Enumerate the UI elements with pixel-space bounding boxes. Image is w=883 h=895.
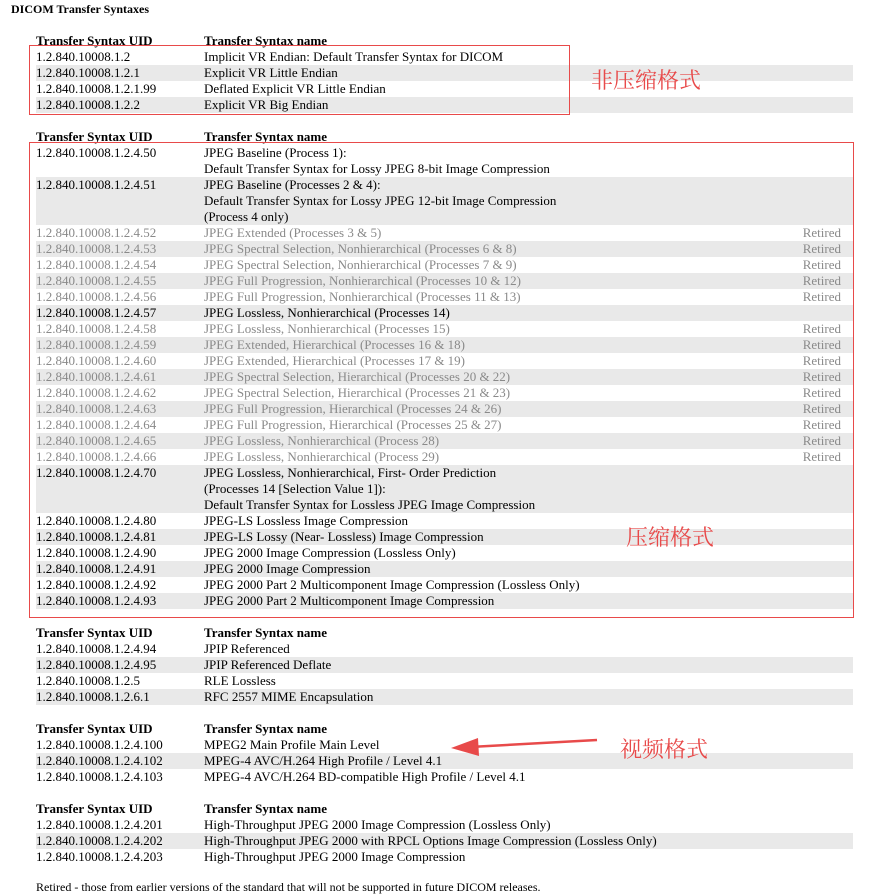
header-uid: Transfer Syntax UID	[36, 721, 153, 736]
syntax-name-line: Deflated Explicit VR Little Endian	[204, 81, 386, 96]
table-row	[36, 65, 853, 81]
syntax-uid: 1.2.840.10008.1.2.4.94	[36, 641, 157, 656]
syntax-uid: 1.2.840.10008.1.2.4.59	[36, 337, 157, 352]
syntax-name-line: JPEG-LS Lossless Image Compression	[204, 513, 409, 528]
syntax-uid: 1.2.840.10008.1.2.5	[36, 673, 140, 688]
uncompressed-annotation: 非压缩格式	[591, 69, 702, 94]
table-row	[36, 225, 853, 241]
syntax-name	[204, 769, 525, 785]
syntax-name	[204, 817, 551, 833]
retired-label: Retired	[802, 273, 841, 288]
header-uid: Transfer Syntax UID	[36, 33, 153, 48]
table-row	[36, 561, 853, 577]
page-title: DICOM Transfer Syntaxes	[11, 2, 149, 16]
syntax-uid: 1.2.840.10008.1.2.4.65	[36, 433, 157, 448]
syntax-name-line: JPEG Lossless, Nonhierarchical (Processes 15)	[204, 321, 450, 336]
syntax-name-line: Default Transfer Syntax for Lossless JPEG Image Compression	[204, 497, 536, 512]
syntax-uid: 1.2.840.10008.1.2	[36, 49, 131, 64]
syntax-name	[204, 65, 338, 81]
syntax-uid: 1.2.840.10008.1.2.4.64	[36, 417, 157, 432]
syntax-name-line: JPEG Spectral Selection, Nonhierarchical (Processes 6 & 8)	[204, 241, 517, 256]
syntax-uid: 1.2.840.10008.1.2.4.103	[36, 769, 163, 784]
table-header	[36, 721, 853, 737]
syntax-name-line: High-Throughput JPEG 2000 Image Compression (Lossless Only)	[204, 817, 551, 832]
retired-label: Retired	[802, 353, 841, 368]
syntax-name-line: High-Throughput JPEG 2000 Image Compression	[204, 849, 466, 864]
syntax-name	[204, 529, 484, 545]
syntax-name	[204, 145, 550, 177]
syntax-uid: 1.2.840.10008.1.2.4.202	[36, 833, 163, 848]
syntax-name	[204, 657, 331, 673]
header-name: Transfer Syntax name	[204, 721, 328, 736]
retired-label: Retired	[802, 369, 841, 384]
syntax-name-line: JPEG Extended, Hierarchical (Processes 16 & 18)	[204, 337, 466, 352]
syntax-uid: 1.2.840.10008.1.2.1	[36, 65, 140, 80]
table-row	[36, 673, 853, 689]
syntax-name	[204, 673, 276, 689]
syntax-name	[204, 369, 510, 385]
syntax-uid: 1.2.840.10008.1.2.4.92	[36, 577, 157, 592]
retired-label: Retired	[802, 417, 841, 432]
syntax-uid: 1.2.840.10008.1.2.6.1	[36, 689, 150, 704]
syntax-name	[204, 593, 494, 609]
syntax-name	[204, 97, 328, 113]
syntax-name-line: JPIP Referenced	[204, 641, 290, 656]
table-row	[36, 321, 853, 337]
retired-label: Retired	[802, 225, 841, 240]
syntax-name	[204, 449, 439, 465]
syntax-name	[204, 353, 465, 369]
syntax-name	[204, 305, 450, 321]
syntax-table-compressed	[36, 129, 853, 609]
syntax-name-line: Explicit VR Big Endian	[204, 97, 329, 112]
syntax-name-line: JPEG Full Progression, Nonhierarchical (Processes 11 & 13)	[204, 289, 521, 304]
syntax-name-line: JPEG 2000 Image Compression	[204, 561, 371, 576]
table-row	[36, 417, 853, 433]
header-uid: Transfer Syntax UID	[36, 129, 153, 144]
syntax-table-video	[36, 721, 853, 785]
syntax-name-line: Implicit VR Endian: Default Transfer Syntax for DICOM	[204, 49, 504, 64]
table-row	[36, 385, 853, 401]
syntax-name	[204, 433, 439, 449]
syntax-name-line: JPEG Extended, Hierarchical (Processes 17 & 19)	[204, 353, 466, 368]
table-row	[36, 849, 853, 865]
video-annotation: 视频格式	[620, 738, 709, 763]
syntax-uid: 1.2.840.10008.1.2.4.56	[36, 289, 157, 304]
table-row	[36, 337, 853, 353]
syntax-name-line: JPEG Full Progression, Nonhierarchical (Processes 10 & 12)	[204, 273, 522, 288]
table-row	[36, 449, 853, 465]
table-header	[36, 625, 853, 641]
header-name: Transfer Syntax name	[204, 129, 328, 144]
syntax-name-line: Default Transfer Syntax for Lossy JPEG 8-bit Image Compression	[204, 161, 550, 176]
table-row	[36, 273, 853, 289]
syntax-uid: 1.2.840.10008.1.2.4.80	[36, 513, 157, 528]
syntax-uid: 1.2.840.10008.1.2.4.53	[36, 241, 157, 256]
syntax-uid: 1.2.840.10008.1.2.4.100	[36, 737, 163, 752]
table-header	[36, 33, 853, 49]
syntax-name-line: JPEG Baseline (Processes 2 & 4):	[204, 177, 381, 192]
syntax-uid: 1.2.840.10008.1.2.4.203	[36, 849, 163, 864]
syntax-uid: 1.2.840.10008.1.2.4.201	[36, 817, 163, 832]
syntax-name	[204, 849, 465, 865]
syntax-name	[204, 561, 370, 577]
syntax-name-line: (Processes 14 [Selection Value 1]):	[204, 481, 386, 496]
header-name: Transfer Syntax name	[204, 625, 328, 640]
syntax-name	[204, 641, 290, 657]
syntax-name	[204, 257, 517, 273]
syntax-name	[204, 177, 556, 225]
syntax-name	[204, 225, 381, 241]
syntax-table-uncompressed	[36, 33, 853, 113]
syntax-uid: 1.2.840.10008.1.2.4.61	[36, 369, 157, 384]
syntax-name-line: MPEG2 Main Profile Main Level	[204, 737, 380, 752]
syntax-name-line: JPEG 2000 Part 2 Multicomponent Image Compression (Lossless Only)	[204, 577, 580, 592]
syntax-uid: 1.2.840.10008.1.2.4.93	[36, 593, 157, 608]
syntax-uid: 1.2.840.10008.1.2.4.54	[36, 257, 157, 272]
syntax-name-line: JPEG Spectral Selection, Hierarchical (Processes 20 & 22)	[204, 369, 511, 384]
syntax-uid: 1.2.840.10008.1.2.1.99	[36, 81, 157, 96]
syntax-name	[204, 737, 379, 753]
syntax-name	[204, 689, 373, 705]
retired-label: Retired	[802, 337, 841, 352]
syntax-uid: 1.2.840.10008.1.2.4.50	[36, 145, 157, 160]
syntax-name	[204, 545, 456, 561]
syntax-name-line: Explicit VR Little Endian	[204, 65, 338, 80]
table-row	[36, 545, 853, 561]
syntax-name-line: JPEG Full Progression, Hierarchical (Processes 25 & 27)	[204, 417, 502, 432]
table-row	[36, 177, 853, 225]
syntax-uid: 1.2.840.10008.1.2.4.63	[36, 401, 157, 416]
syntax-table-ht-jpeg2000	[36, 801, 853, 865]
syntax-name	[204, 417, 502, 433]
syntax-name	[204, 337, 465, 353]
table-row	[36, 513, 853, 529]
table-row	[36, 49, 853, 65]
syntax-name-line: JPEG Lossless, Nonhierarchical (Process 29)	[204, 449, 440, 464]
syntax-uid: 1.2.840.10008.1.2.4.51	[36, 177, 157, 192]
syntax-name-line: Default Transfer Syntax for Lossy JPEG 12-bit Image Compression	[204, 193, 557, 208]
retired-label: Retired	[802, 241, 841, 256]
table-row	[36, 737, 853, 753]
syntax-uid: 1.2.840.10008.1.2.4.57	[36, 305, 157, 320]
syntax-name	[204, 753, 442, 769]
syntax-name	[204, 577, 580, 593]
table-row	[36, 289, 853, 305]
syntax-uid: 1.2.840.10008.1.2.4.52	[36, 225, 157, 240]
syntax-name	[204, 273, 521, 289]
syntax-name-line: JPIP Referenced Deflate	[204, 657, 332, 672]
syntax-name-line: High-Throughput JPEG 2000 with RPCL Options Image Compression (Lossless Only)	[204, 833, 657, 848]
retired-label: Retired	[802, 385, 841, 400]
syntax-uid: 1.2.840.10008.1.2.4.95	[36, 657, 157, 672]
table-row	[36, 465, 853, 513]
syntax-uid: 1.2.840.10008.1.2.4.70	[36, 465, 157, 480]
syntax-uid: 1.2.840.10008.1.2.4.81	[36, 529, 157, 544]
syntax-name-line: RLE Lossless	[204, 673, 276, 688]
syntax-name	[204, 385, 510, 401]
table-row	[36, 241, 853, 257]
table-row	[36, 353, 853, 369]
table-row	[36, 401, 853, 417]
syntax-name	[204, 81, 386, 97]
header-uid: Transfer Syntax UID	[36, 625, 153, 640]
syntax-name	[204, 833, 657, 849]
syntax-name-line: JPEG Full Progression, Hierarchical (Processes 24 & 26)	[204, 401, 502, 416]
table-row	[36, 689, 853, 705]
syntax-name-line: RFC 2557 MIME Encapsulation	[204, 689, 374, 704]
syntax-name	[204, 241, 517, 257]
syntax-name	[204, 401, 502, 417]
table-row	[36, 833, 853, 849]
table-row	[36, 97, 853, 113]
syntax-uid: 1.2.840.10008.1.2.4.102	[36, 753, 163, 768]
header-uid: Transfer Syntax UID	[36, 801, 153, 816]
header-name: Transfer Syntax name	[204, 801, 328, 816]
retired-label: Retired	[802, 257, 841, 272]
compressed-annotation: 压缩格式	[626, 526, 715, 551]
syntax-uid: 1.2.840.10008.1.2.4.60	[36, 353, 157, 368]
syntax-name	[204, 465, 535, 513]
syntax-name-line: (Process 4 only)	[204, 209, 289, 224]
table-row	[36, 577, 853, 593]
syntax-uid: 1.2.840.10008.1.2.2	[36, 97, 140, 112]
table-row	[36, 369, 853, 385]
table-row	[36, 769, 853, 785]
syntax-name-line: MPEG-4 AVC/H.264 BD-compatible High Profile / Level 4.1	[204, 769, 526, 784]
syntax-name-line: JPEG Extended (Processes 3 & 5)	[204, 225, 382, 240]
syntax-name-line: JPEG Lossless, Nonhierarchical (Processes 14)	[204, 305, 450, 320]
retired-label: Retired	[802, 449, 841, 464]
retired-label: Retired	[802, 289, 841, 304]
syntax-uid: 1.2.840.10008.1.2.4.90	[36, 545, 157, 560]
table-row	[36, 257, 853, 273]
retired-label: Retired	[802, 321, 841, 336]
syntax-name-line: JPEG Lossless, Nonhierarchical, First- Order Prediction	[204, 465, 497, 480]
table-row	[36, 657, 853, 673]
retired-label: Retired	[802, 433, 841, 448]
retired-footnote: Retired - those from earlier versions of the standard that will not be supported in future DICOM releases.	[36, 880, 541, 894]
syntax-name-line: MPEG-4 AVC/H.264 High Profile / Level 4.1	[204, 753, 443, 768]
table-row	[36, 817, 853, 833]
retired-label: Retired	[802, 401, 841, 416]
table-header	[36, 801, 853, 817]
syntax-name	[204, 321, 450, 337]
table-row	[36, 529, 853, 545]
table-row	[36, 433, 853, 449]
syntax-name	[204, 289, 521, 305]
syntax-name-line: JPEG Lossless, Nonhierarchical (Process 28)	[204, 433, 440, 448]
syntax-name	[204, 513, 408, 529]
syntax-name	[204, 49, 503, 65]
syntax-name-line: JPEG-LS Lossy (Near- Lossless) Image Compression	[204, 529, 484, 544]
table-row	[36, 641, 853, 657]
syntax-uid: 1.2.840.10008.1.2.4.91	[36, 561, 157, 576]
table-row	[36, 753, 853, 769]
table-row	[36, 81, 853, 97]
syntax-name-line: JPEG 2000 Part 2 Multicomponent Image Compression	[204, 593, 495, 608]
table-header	[36, 129, 853, 145]
syntax-uid: 1.2.840.10008.1.2.4.58	[36, 321, 157, 336]
header-name: Transfer Syntax name	[204, 33, 328, 48]
syntax-uid: 1.2.840.10008.1.2.4.66	[36, 449, 157, 464]
syntax-name-line: JPEG Spectral Selection, Hierarchical (Processes 21 & 23)	[204, 385, 511, 400]
table-row	[36, 305, 853, 321]
syntax-name-line: JPEG Spectral Selection, Nonhierarchical (Processes 7 & 9)	[204, 257, 517, 272]
syntax-name-line: JPEG 2000 Image Compression (Lossless Only)	[204, 545, 456, 560]
syntax-table-other	[36, 625, 853, 705]
syntax-uid: 1.2.840.10008.1.2.4.55	[36, 273, 157, 288]
syntax-name-line: JPEG Baseline (Process 1):	[204, 145, 347, 160]
table-row	[36, 145, 853, 177]
syntax-uid: 1.2.840.10008.1.2.4.62	[36, 385, 157, 400]
table-row	[36, 593, 853, 609]
